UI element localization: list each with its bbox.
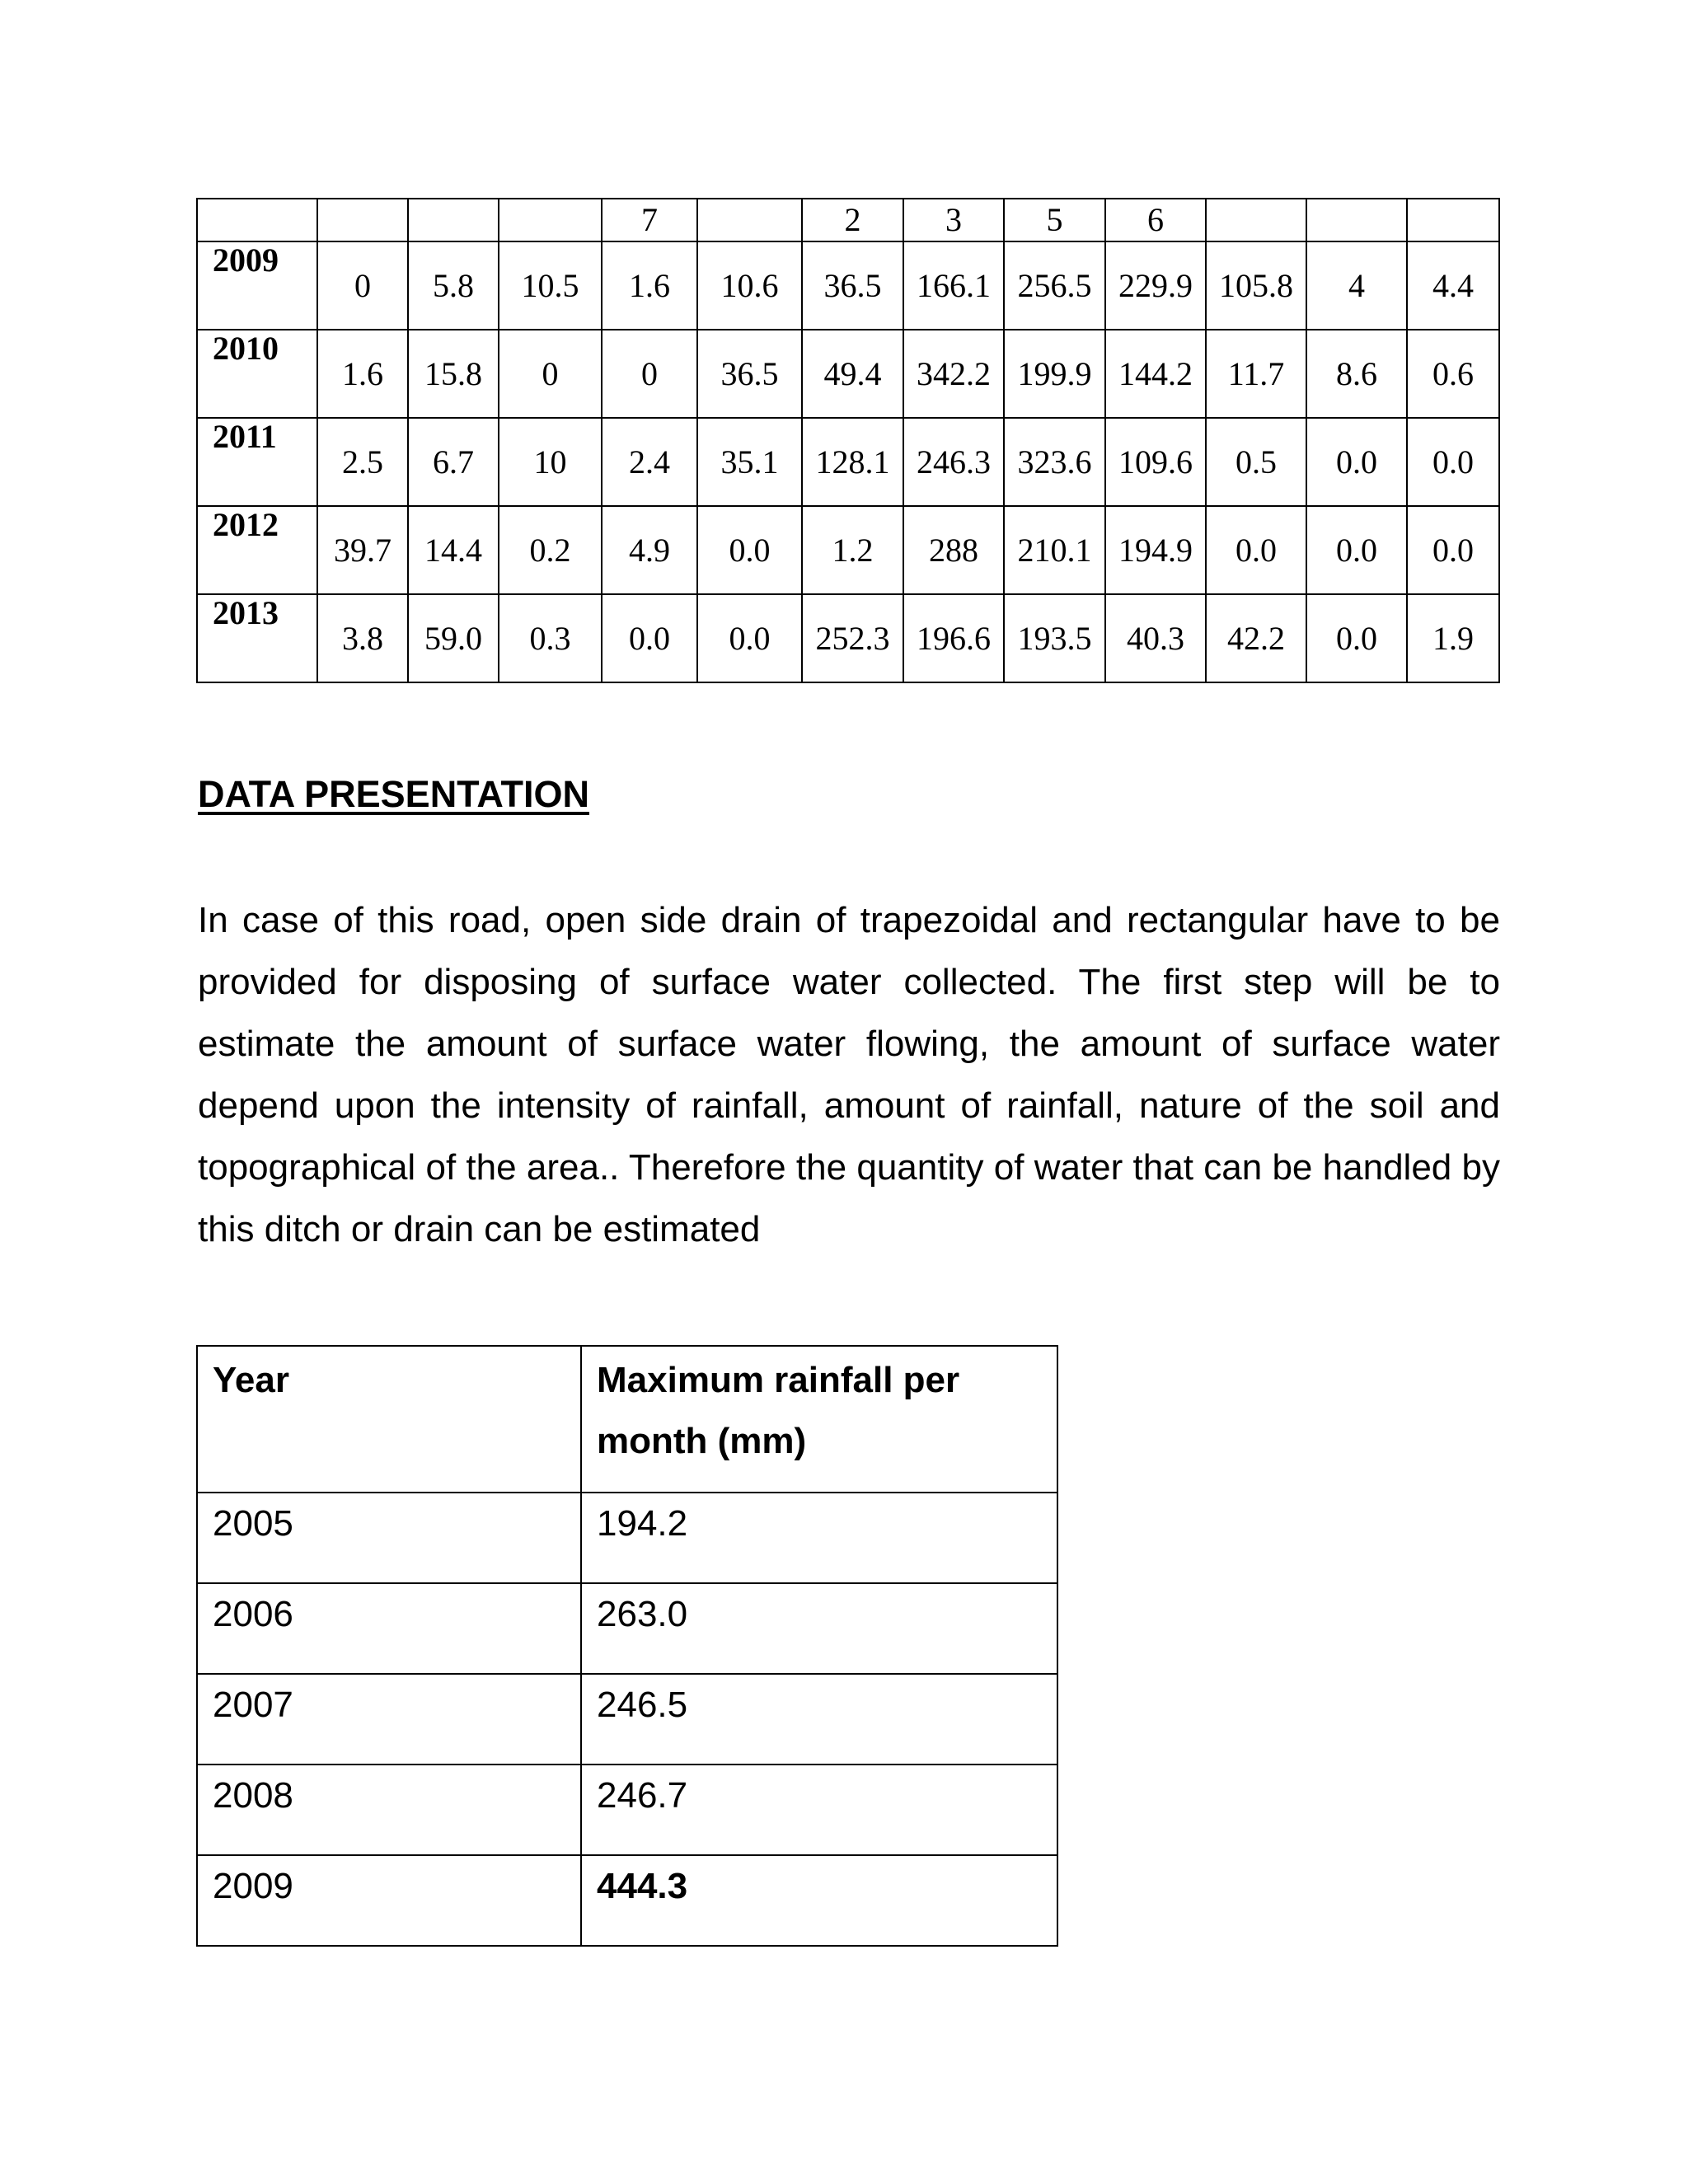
table-cell: 0.0 <box>697 506 802 594</box>
table-row <box>197 241 1499 330</box>
table-cell: 1.9 <box>1407 594 1499 682</box>
table-cell: 0 <box>499 330 602 418</box>
max-rainfall-table <box>196 1345 1058 1947</box>
table-cell: 210.1 <box>1004 506 1105 594</box>
table-cell: 194.9 <box>1105 506 1206 594</box>
table-cell: 193.5 <box>1004 594 1105 682</box>
table-cell: 0.0 <box>602 594 697 682</box>
table-cell: 252.3 <box>802 594 903 682</box>
table-cell: 288 <box>903 506 1004 594</box>
table-cell: 0.0 <box>1407 418 1499 506</box>
table-cell: 128.1 <box>802 418 903 506</box>
year-cell: 2008 <box>197 1765 581 1855</box>
body-paragraph: In case of this road, open side drain of trapezoidal and rectangular have to be provided for disposing of surface water collected. The first step will be to estimate the amount of surface water flowing, the amount of surface water depend upon the intensity of rainfall, amount of rainfall, nature of the soil and topographical of the area.. Therefore the quantity of water that can be handled by this ditch or drain can be estimated <box>198 900 1500 1249</box>
table-cell: 6.7 <box>408 418 499 506</box>
table-cell: 1.6 <box>602 241 697 330</box>
table-cell <box>408 199 499 241</box>
year-cell: 2013 <box>197 594 317 682</box>
table-cell: 36.5 <box>697 330 802 418</box>
section-heading: DATA PRESENTATION <box>198 773 589 815</box>
table-row <box>197 1583 1057 1674</box>
table-cell: 59.0 <box>408 594 499 682</box>
table-cell: 1.6 <box>317 330 408 418</box>
value-cell-highlight: 444.3 <box>581 1855 1057 1946</box>
table-cell: 196.6 <box>903 594 1004 682</box>
table-cell: 10.6 <box>697 241 802 330</box>
table-row <box>197 330 1499 418</box>
table-cell: 14.4 <box>408 506 499 594</box>
table-cell: 0 <box>602 330 697 418</box>
table-cell: 11.7 <box>1206 330 1306 418</box>
value-cell: 246.7 <box>581 1765 1057 1855</box>
table-cell: 42.2 <box>1206 594 1306 682</box>
table-cell: 0.0 <box>1306 418 1407 506</box>
column-header-year: Year <box>197 1346 581 1493</box>
value-cell: 263.0 <box>581 1583 1057 1674</box>
table-cell: 36.5 <box>802 241 903 330</box>
table-cell <box>1306 199 1407 241</box>
table-cell: 8.6 <box>1306 330 1407 418</box>
table-cell <box>499 199 602 241</box>
value-cell: 246.5 <box>581 1674 1057 1765</box>
table-cell: 0.5 <box>1206 418 1306 506</box>
table-cell: 5 <box>1004 199 1105 241</box>
table-cell: 323.6 <box>1004 418 1105 506</box>
table-row <box>197 1493 1057 1583</box>
table-row <box>197 594 1499 682</box>
table-cell: 2.4 <box>602 418 697 506</box>
table-row <box>197 1674 1057 1765</box>
table-row <box>197 418 1499 506</box>
table-cell: 2 <box>802 199 903 241</box>
year-cell: 2009 <box>197 241 317 330</box>
table-cell <box>697 199 802 241</box>
table-cell <box>317 199 408 241</box>
table-cell: 35.1 <box>697 418 802 506</box>
table-cell: 256.5 <box>1004 241 1105 330</box>
table-row <box>197 1855 1057 1946</box>
table-row <box>197 1765 1057 1855</box>
table-row <box>197 506 1499 594</box>
table-cell: 39.7 <box>317 506 408 594</box>
table-cell: 0.0 <box>1407 506 1499 594</box>
year-cell: 2010 <box>197 330 317 418</box>
table-cell: 15.8 <box>408 330 499 418</box>
table-cell: 2.5 <box>317 418 408 506</box>
table-cell: 0.3 <box>499 594 602 682</box>
table-cell: 7 <box>602 199 697 241</box>
table-cell: 10 <box>499 418 602 506</box>
table-cell: 109.6 <box>1105 418 1206 506</box>
year-cell: 2007 <box>197 1674 581 1765</box>
table-cell: 4 <box>1306 241 1407 330</box>
table-cell: 0 <box>317 241 408 330</box>
table-cell: 1.2 <box>802 506 903 594</box>
table-header-row <box>197 1346 1057 1493</box>
table-cell <box>1206 199 1306 241</box>
table-cell: 0.6 <box>1407 330 1499 418</box>
year-cell: 2005 <box>197 1493 581 1583</box>
table-cell: 49.4 <box>802 330 903 418</box>
table-cell <box>197 199 317 241</box>
rainfall-table <box>196 198 1500 683</box>
table-cell: 5.8 <box>408 241 499 330</box>
year-cell: 2009 <box>197 1855 581 1946</box>
year-cell: 2011 <box>197 418 317 506</box>
table-cell: 6 <box>1105 199 1206 241</box>
table-cell: 4.9 <box>602 506 697 594</box>
table-cell: 246.3 <box>903 418 1004 506</box>
table-cell: 0.0 <box>1206 506 1306 594</box>
table-cell: 3.8 <box>317 594 408 682</box>
table-cell <box>1407 199 1499 241</box>
table-cell: 0.0 <box>1306 594 1407 682</box>
value-cell: 194.2 <box>581 1493 1057 1583</box>
table-cell: 3 <box>903 199 1004 241</box>
table-cell: 0.0 <box>697 594 802 682</box>
column-header-max-rainfall: Maximum rainfall per month (mm) <box>581 1346 1057 1493</box>
table-cell: 4.4 <box>1407 241 1499 330</box>
table-cell: 40.3 <box>1105 594 1206 682</box>
table-cell: 0.0 <box>1306 506 1407 594</box>
table-cell: 199.9 <box>1004 330 1105 418</box>
table-row-continuation <box>197 199 1499 241</box>
table-cell: 105.8 <box>1206 241 1306 330</box>
year-cell: 2006 <box>197 1583 581 1674</box>
year-cell: 2012 <box>197 506 317 594</box>
table-cell: 166.1 <box>903 241 1004 330</box>
table-cell: 10.5 <box>499 241 602 330</box>
table-cell: 229.9 <box>1105 241 1206 330</box>
table-cell: 144.2 <box>1105 330 1206 418</box>
table-cell: 0.2 <box>499 506 602 594</box>
table-cell: 342.2 <box>903 330 1004 418</box>
